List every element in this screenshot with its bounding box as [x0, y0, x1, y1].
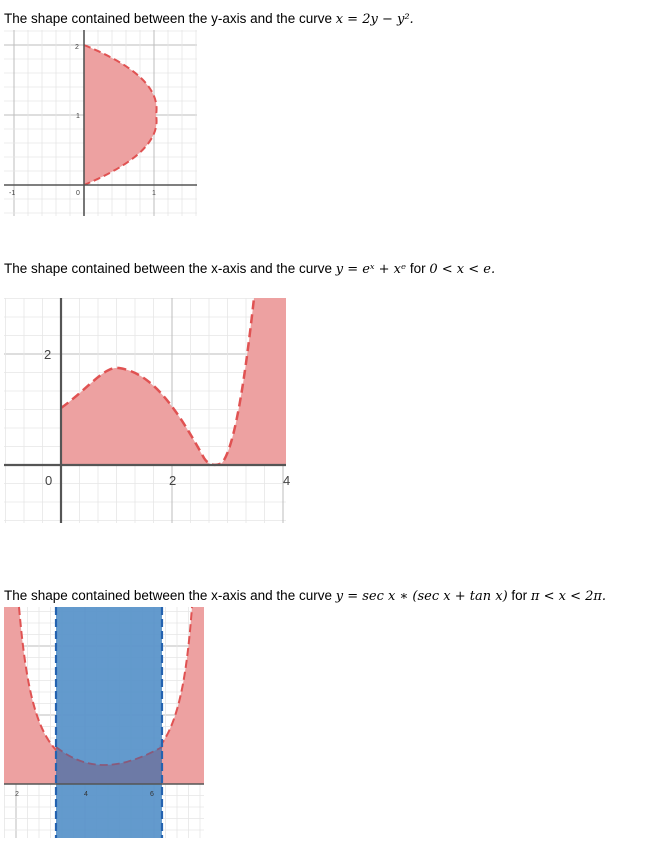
- graph-3-svg: [4, 607, 204, 838]
- graph-3-blue-band: [56, 607, 162, 838]
- caption-2: [4, 261, 495, 277]
- graph-2-svg: [4, 298, 291, 523]
- graph-2-tick-x4: 4: [283, 473, 291, 488]
- graph-1: [4, 30, 197, 216]
- caption-2-text: The shape contained between the x-axis and the curve: [4, 261, 336, 276]
- caption-2-formula: y = eˣ + xᵉ: [335, 262, 407, 277]
- caption-3-text: The shape contained between the x-axis and the curve: [4, 588, 336, 603]
- graph-3-tick-x2: 2: [15, 791, 19, 798]
- graph-3: [4, 607, 204, 838]
- caption-2-domain: 0 < x < e.: [429, 262, 496, 277]
- graph-1-tick-xneg1: -1: [9, 190, 16, 197]
- graph-3-tick-x6: 6: [150, 791, 154, 798]
- graph-2: [4, 298, 291, 523]
- graph-2-tick-x2: 2: [169, 473, 177, 488]
- graph-1-tick-x0: 0: [76, 190, 80, 197]
- caption-3: [4, 588, 606, 604]
- caption-1-formula: x = 2y − y².: [335, 12, 414, 27]
- graph-1-svg: [4, 30, 197, 216]
- caption-3-domain: π < x < 2π.: [530, 589, 607, 604]
- graph-1-tick-y1: 1: [76, 113, 80, 120]
- graph-3-tick-x4: 4: [84, 791, 88, 798]
- graph-2-tick-x0: 0: [45, 473, 53, 488]
- caption-3-text-for: for: [507, 588, 531, 603]
- graph-1-tick-y2: 2: [75, 44, 79, 51]
- graph-1-tick-x1: 1: [152, 190, 156, 197]
- caption-1-text: The shape contained between the y-axis and the curve: [4, 11, 336, 26]
- graph-2-tick-y2: 2: [44, 347, 52, 362]
- caption-2-text-for: for: [406, 261, 430, 276]
- graph-1-shaded-region: [84, 45, 157, 185]
- caption-1: [4, 11, 414, 27]
- caption-3-formula: y = sec x ∗ (sec x + tan x): [335, 589, 508, 604]
